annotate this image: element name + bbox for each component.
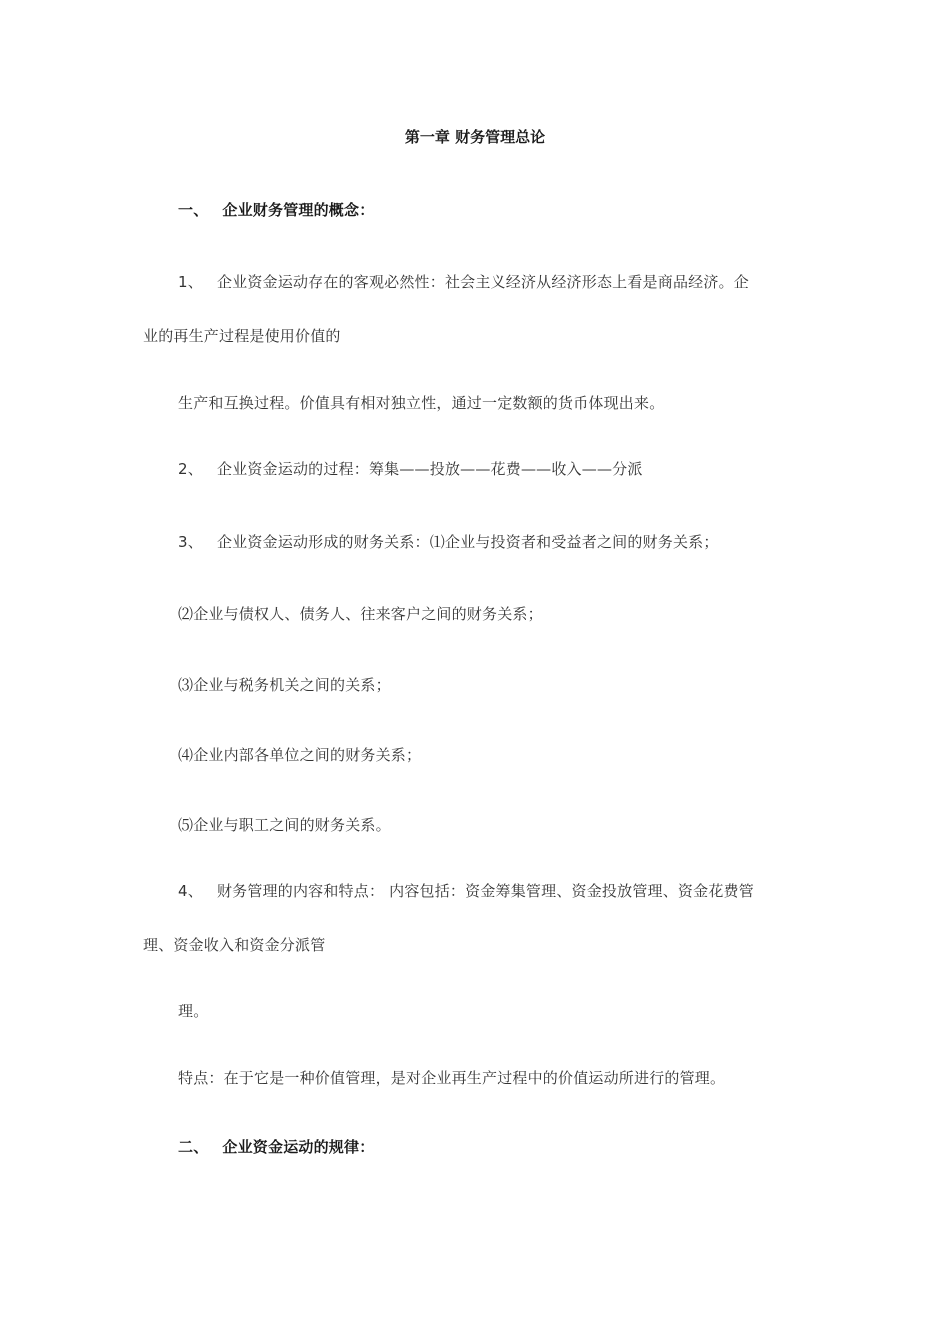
item-number: 3、 (178, 533, 203, 551)
section-heading-2 (178, 1137, 374, 1157)
paragraph-text: 财务管理的内容和特点： 内容包括：资金筹集管理、资金投放管理、资金花费管 (216, 882, 754, 900)
paragraph-continuation: 生产和互换过程。价值具有相对独立性，通过一定数额的货币体现出来。 (178, 394, 665, 412)
paragraph-item-1 (178, 272, 749, 292)
section-marker: 二、 (178, 1138, 209, 1156)
section-heading-text: 企业财务管理的概念： (222, 201, 375, 219)
paragraph-text: 企业资金运动存在的客观必然性：社会主义经济从经济形态上看是商品经济。企 (216, 273, 749, 291)
section-heading-1 (178, 200, 374, 220)
item-number: 4、 (178, 882, 203, 900)
paragraph-item-3 (178, 532, 719, 552)
section-heading-text: 企业资金运动的规律： (222, 1138, 375, 1156)
list-item: ⑷企业内部各单位之间的财务关系； (178, 746, 422, 764)
list-item: ⑶企业与税务机关之间的关系； (178, 676, 391, 694)
item-number: 2、 (178, 460, 203, 478)
paragraph-item-4 (178, 881, 754, 901)
paragraph-text: 企业资金运动的过程：筹集——投放——花费——收入——分派 (216, 460, 643, 478)
paragraph-text: 企业资金运动形成的财务关系：⑴企业与投资者和受益者之间的财务关系； (216, 533, 719, 551)
paragraph-continuation: 理、资金收入和资金分派管 (143, 936, 326, 954)
paragraph-continuation: 理。 (178, 1002, 209, 1020)
list-item: ⑵企业与债权人、债务人、往来客户之间的财务关系； (178, 605, 543, 623)
paragraph-item-2 (178, 459, 643, 479)
item-number: 1、 (178, 273, 203, 291)
chapter-title: 第一章 财务管理总论 (404, 128, 546, 146)
list-item: ⑸企业与职工之间的财务关系。 (178, 816, 391, 834)
paragraph-continuation: 业的再生产过程是使用价值的 (143, 327, 341, 345)
paragraph-feature: 特点：在于它是一种价值管理，是对企业再生产过程中的价值运动所进行的管理。 (178, 1069, 726, 1087)
section-marker: 一、 (178, 201, 209, 219)
